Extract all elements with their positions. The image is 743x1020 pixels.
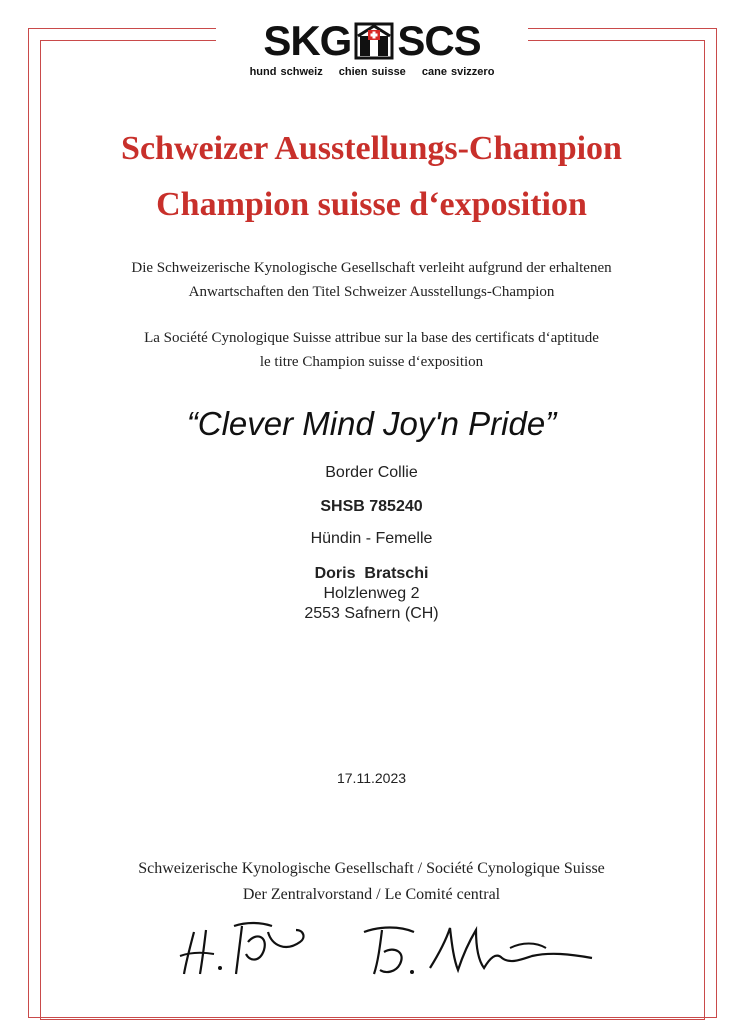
owner-name: Doris Bratschi [314, 565, 429, 582]
footer-organization: Schweizerische Kynologische Gesellschaft / Société Cynologique Suisse [138, 860, 605, 877]
signature-left [176, 912, 316, 982]
paragraph-german-line1: Die Schweizerische Kynologische Gesellschaft verleiht aufgrund der erhaltenen [131, 260, 612, 276]
owner-street: Holzlenweg 2 [323, 585, 420, 602]
paragraph-french [0, 326, 743, 374]
certificate-date: 17.11.2023 [336, 770, 407, 786]
dog-sex: Hündin - Femelle [310, 530, 433, 547]
logo-right-text: SCS [397, 17, 481, 64]
paragraph-german-line2: Anwartschaften den Titel Schweizer Ausstellungs-Champion [188, 284, 555, 300]
owner-city: 2553 Safnern (CH) [304, 605, 439, 622]
logo-subtitle-fr: chien suisse [338, 66, 406, 78]
dog-registration: SHSB 785240 [320, 498, 423, 515]
title-german: Schweizer Ausstellungs-Champion [121, 130, 622, 167]
dog-breed: Border Collie [325, 464, 418, 481]
paragraph-french-line1: La Société Cynologique Suisse attribue sur la base des certificats d‘aptitude [144, 330, 599, 346]
paragraph-french-line2: le titre Champion suisse d‘exposition [259, 354, 484, 370]
footer-committee: Der Zentralvorstand / Le Comité central [242, 886, 501, 903]
logo-subtitle-it: cane svizzero [421, 66, 495, 78]
swiss-house-icon [354, 22, 394, 60]
dog-name: “Clever Mind Joy'n Pride” [186, 405, 557, 442]
title-french: Champion suisse d‘exposition [156, 186, 587, 223]
logo-subtitle-de: hund schweiz [249, 66, 323, 78]
skg-scs-logo [216, 18, 528, 84]
signature-right [360, 912, 600, 982]
paragraph-german [0, 256, 743, 304]
logo-left-text: SKG [263, 17, 352, 64]
